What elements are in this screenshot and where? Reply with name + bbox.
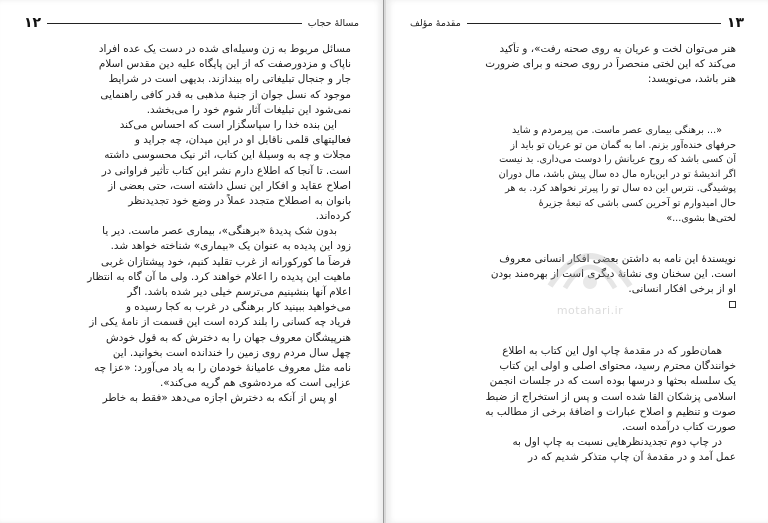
text-line: اصلاح عقاید و افکار این نسل داشته است، حتی بعضی از <box>108 179 351 192</box>
text-line: آن کسی باشد که روح عریانش را دوست می‌داری. بد نیست <box>499 154 736 166</box>
text-line: پوشیدگی. نترس این ده سال تو را پیرتر نخواهد کرد. به هر <box>505 183 736 195</box>
text-line: خوانندگان محترم رسید، محتوای اصلی و اولی این کتاب <box>499 360 736 373</box>
text-line: بدون شک پدیدهٔ «برهنگی»، بیماری عصر ماست. دیر یا <box>102 225 337 238</box>
text-line: فریاد چه کسانی را بلند کرده است این قسمت از نامهٔ یکی از <box>89 316 351 329</box>
intro-paragraph <box>418 42 736 88</box>
text-line: مجلات و چه به وسیلهٔ این کتاب، اثر نیک محسوسی داشته <box>104 149 351 162</box>
paragraph-end-mark <box>418 298 736 310</box>
text-line: می‌کند که این لختی منحصراً در روی صحنه و برای ضرورت <box>485 58 736 71</box>
left-page-body <box>32 42 351 407</box>
right-page <box>386 0 768 523</box>
text-line: عمل آمد و در مقدمهٔ آن چاپ متذکر شدیم که در <box>528 451 736 464</box>
square-bullet-icon <box>729 301 736 308</box>
text-line: کرده‌اند. <box>315 210 351 223</box>
text-line: ناپاک و مزدورصفت که از این پایگاه علیه دین مقدس اسلام <box>98 58 351 71</box>
text-line: یک سلسله بحثها و درسها بوده است که در جلسات انجمن <box>489 375 736 388</box>
text-line: صورت کتاب درآمده است. <box>621 420 736 433</box>
text-line: صوت و تنظیم و اصلاح عبارات و اضافهٔ برخی از مطالب به <box>485 405 736 418</box>
text-line: «... برهنگی بیماری عصر ماست. من پیرمردم و شاید <box>512 125 722 136</box>
text-line: اگر اندیشهٔ تو در این‌باره مال ده سال پیش باشد، مال دوران <box>498 168 736 180</box>
text-line: نامه مثل معروف عامیانهٔ خودمان را به یاد می‌آورد: «عزا چه <box>94 361 351 374</box>
quoted-letter <box>430 124 736 226</box>
text-line: است. این سخنان وی نشانهٔ دیگری است از بهره‌مند بودن <box>490 268 736 281</box>
watermark-text: motahari.ir <box>556 304 624 317</box>
text-line: هنر می‌توان لخت و عریان به روی صحنه رفت»، و تأکید <box>499 43 736 55</box>
page-number: ۱۳ <box>726 15 744 31</box>
text-line: بانوان به اصطلاح متجدد عملاً در وضع خود تجدیدنظر <box>128 194 351 207</box>
text-line: موجود که نسل جوان از جنبهٔ مذهبی به قدر کافی راهنمایی <box>100 88 351 101</box>
text-line: فرضاً ما کورکورانه از غرب تقلید کنیم، خود پیشتازان غربی <box>101 255 351 268</box>
edition-paragraph <box>418 344 736 466</box>
text-line: است. تا آنجا که اطلاع دارم نشر این کتاب تأثیر فراوانی در <box>101 164 351 177</box>
text-line: زود این پدیده به عنوان یک «بیماری» شناخته خواهد شد. <box>110 240 351 253</box>
text-line: همان‌طور که در مقدمهٔ چاپ اول این کتاب به اطلاع <box>502 345 722 357</box>
text-line: اعلام آنها بنشینیم می‌ترسم خیلی دیر شده باشد. اگر <box>127 286 351 298</box>
left-page-header <box>24 14 359 32</box>
text-line: ماهیت این پدیده را اعلام خواهند کرد. ولی ما آن گاه به انتظار <box>87 270 351 283</box>
running-title: مقدمهٔ مؤلف <box>410 17 461 29</box>
header-rule <box>467 23 721 24</box>
text-line: عزایی است که مرده‌شوی هم گریه می‌کند». <box>159 377 351 390</box>
text-line: جار و جنجال تبلیغاتی راه بیندازند. بدیهی است در شرایط <box>108 73 351 86</box>
text-line: در چاپ دوم تجدیدنظرهایی نسبت به چاپ اول به <box>512 436 722 449</box>
text-line: چهل سال مردم روی زمین را خندانده است بخوانید. این <box>112 346 351 359</box>
text-line: مسائل مربوط به زن وسیله‌ای شده در دست یک عده افراد <box>98 43 351 55</box>
text-line: او پس از آنکه به دخترش اجازه می‌دهد «فقط به خاطر <box>102 392 337 405</box>
text-line: لختی‌ها بشوی...» <box>666 212 736 224</box>
text-line: اسلامی پزشکان القا شده است و پس از استخراج از ضبط <box>485 390 736 403</box>
text-line: حال امیدوارم تو آخرین کسی باشی که تبعهٔ جزیرهٔ <box>538 197 736 209</box>
text-line: هنرپیشگان معروف جهان را به دخترش که به قول خودش <box>106 331 351 344</box>
text-line: او از برخی افکار انسانی. <box>628 283 736 296</box>
right-page-header <box>410 14 744 32</box>
text-line: این بنده خدا را سپاسگزار است که احساس می‌کند <box>119 118 337 131</box>
text-line: هنر باشد، می‌نویسد: <box>647 73 736 86</box>
text-line: نویسندهٔ این نامه به داشتن بعضی افکار انسانی معروف <box>499 253 736 265</box>
text-line: فعالیتهای قلمی ناقابل او در این میدان، چه جراید و <box>134 134 351 147</box>
text-line: نمی‌شود این تبلیغات آثار شوم خود را می‌بخشد. <box>146 103 351 116</box>
header-rule <box>47 23 302 24</box>
running-title: مسالهٔ حجاب <box>307 17 359 29</box>
after-quote-paragraph <box>418 252 736 298</box>
text-line: حرفهای خنده‌آور بزنم. اما به گمان من تو عریان تو باید از <box>510 139 736 151</box>
page-number: ۱۲ <box>24 15 42 31</box>
text-line: می‌خواهید ببینید کار برهنگی در غرب به کجا رسیده و <box>125 301 351 314</box>
right-page-body <box>418 42 736 523</box>
